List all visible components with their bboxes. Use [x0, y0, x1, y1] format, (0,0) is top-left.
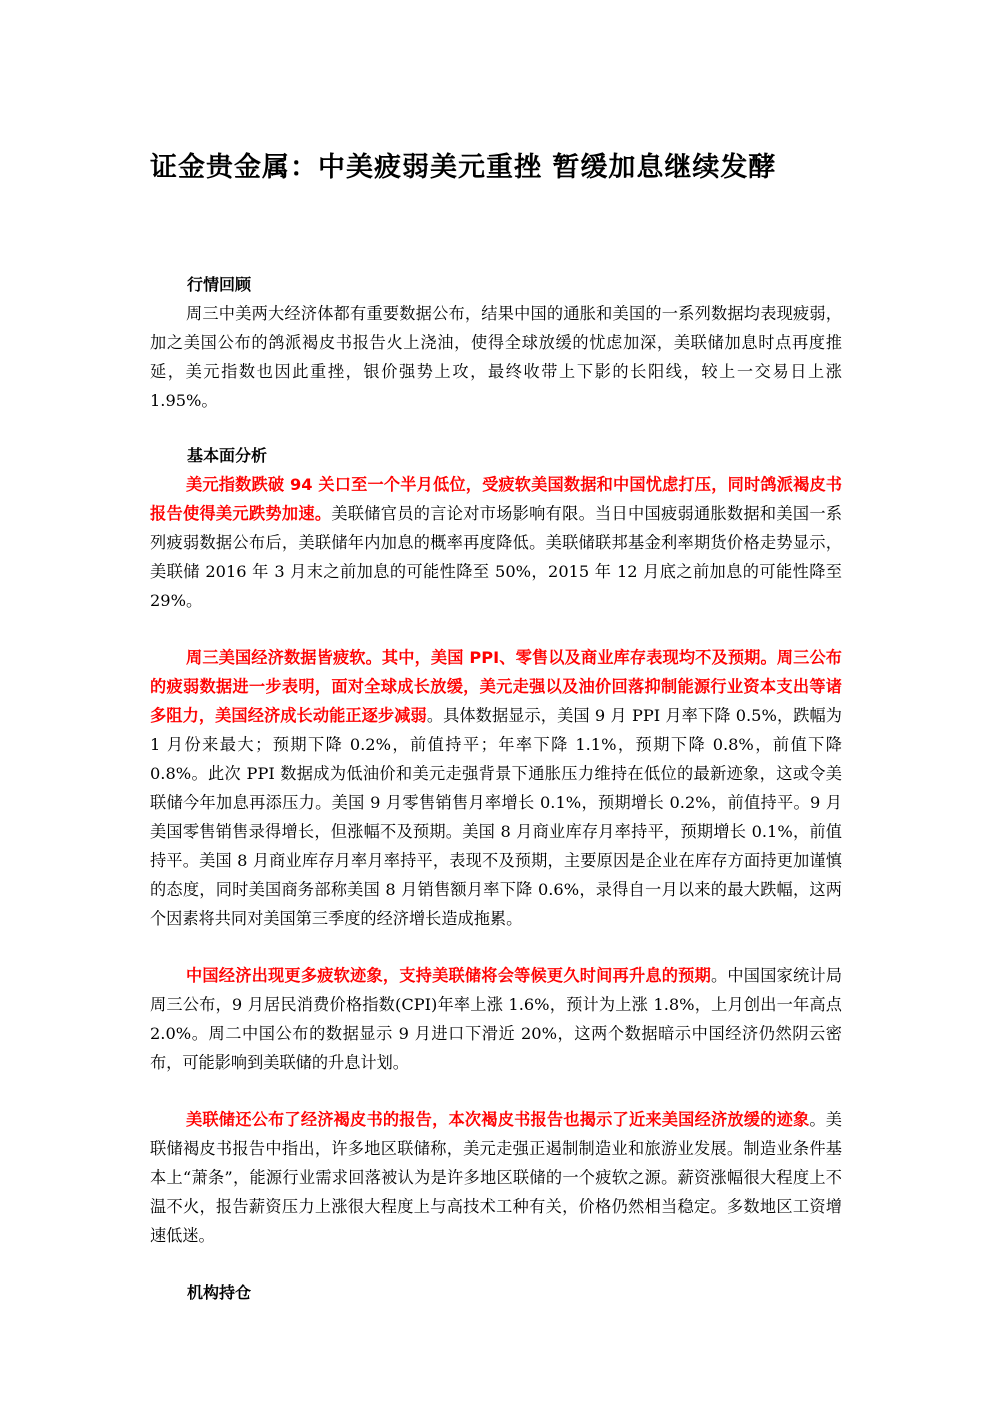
spacer: [150, 415, 842, 441]
highlight-us-data: 周三美国经济数据皆疲软。其中，美国 PPI、零售以及商业库存表现均不及预期。周三公布的疲弱数据进一步表明，面对全球成长放缓，美元走强以及油价回落抑制能源行业资本支出等诸多阻力，美国经济成长动能正逐步减弱: [150, 648, 842, 725]
heading-fundamentals: 基本面分析: [187, 446, 268, 465]
spacer: [150, 1077, 842, 1105]
text-china-data: 。中国国家统计局周三公布，9 月居民消费价格指数(CPI)年率上涨 1.6%，预计为上涨 1.8%，上月创出一年高点 2.0%。周二中国公布的数据显示 9 月进口下滑近 20%，这两个数据暗示中国经济仍然阴云密布，可能影响到美联储的升息计划。: [150, 966, 843, 1072]
highlight-dollar-index: 美元指数跌破 94 关口至一个半月低位，受疲软美国数据和中国忧虑打压，同时鸽派褐皮书报告使得美元跌势加速。: [150, 475, 842, 523]
text-dollar-index: 美联储官员的言论对市场影响有限。当日中国疲弱通胀数据和美国一系列疲弱数据公布后，美联储年内加息的概率再度降低。美联储联邦基金利率期货价格走势显示，美联储 2016 年 3 月末之前加息的可能性降至 50%，2015 年 12 月底之前加息的可能性降至 29%。: [150, 504, 843, 610]
paragraph-dollar-index: [150, 470, 842, 615]
heading-positions: 机构持仓: [187, 1283, 252, 1302]
paragraph-beige-book: [150, 1105, 842, 1250]
text-us-data: 。具体数据显示，美国 9 月 PPI 月率下降 0.5%，跌幅为 1 月份来最大；预期下降 0.2%，前值持平；年率下降 1.1%，预期下降 0.8%，前值下降 0.8%。此次 PPI 数据成为低油价和美元走强背景下通胀压力维持在低位的最新迹象，这或令美联储今年加息再添压力。美国 9 月零售销售月率增长 0.1%，预期增长 0.2%，前值持平。9 月美国零售销售录得增长，但涨幅不及预期。美国 8 月商业库存月率持平，预期增长 0.1%，前值持平。美国 8 月商业库存月率月率持平，表现不及预期，主要原因是企业在库存方面持更加谨慎的态度，同时美国商务部称美国 8 月销售额月率下降 0.6%，录得自一月以来的最大跌幅，这两个因素将共同对美国第三季度的经济增长造成拖累。: [150, 706, 842, 928]
paragraph-china-data: [150, 961, 842, 1077]
spacer: [150, 1250, 842, 1278]
text-beige-book: 。美联储褐皮书报告中指出，许多地区联储称，美元走强正遏制制造业和旅游业发展。制造业条件基本上“萧条”，能源行业需求回落被认为是许多地区联储的一个疲软之源。薪资涨幅很大程度上不温不火，报告薪资压力上涨很大程度上与高技术工种有关，价格仍然相当稳定。多数地区工资增速低迷。: [150, 1110, 842, 1245]
highlight-china-data: 中国经济出现更多疲软迹象，支持美联储将会等候更久时间再升息的预期: [186, 966, 711, 985]
heading-market-review: 行情回顾: [187, 275, 252, 294]
document-title: 证金贵金属：中美疲弱美元重挫 暂缓加息继续发酵: [150, 152, 777, 183]
spacer: [150, 615, 842, 643]
paragraph-us-data: [150, 643, 842, 933]
spacer: [150, 933, 842, 961]
document-body: [150, 270, 842, 1307]
paragraph-market-review: 周三中美两大经济体都有重要数据公布，结果中国的通胀和美国的一系列数据均表现疲弱，加之美国公布的鸽派褐皮书报告火上浇油，使得全球放缓的忧虑加深，美联储加息时点再度推延，美元指数也因此重挫，银价强势上攻，最终收带上下影的长阳线，较上一交易日上涨 1.95%。: [150, 304, 842, 410]
highlight-beige-book: 美联储还公布了经济褐皮书的报告，本次褐皮书报告也揭示了近来美国经济放缓的迹象: [186, 1110, 810, 1129]
